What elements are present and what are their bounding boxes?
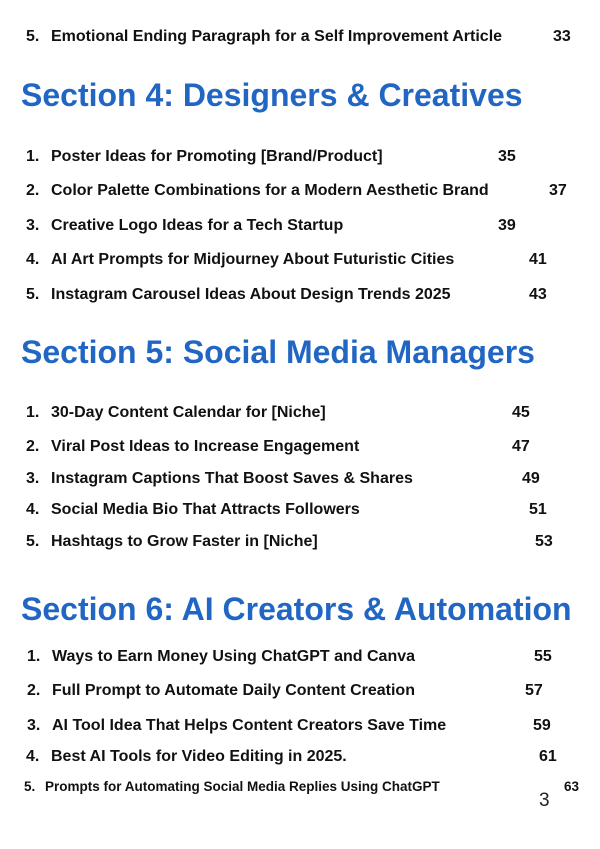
toc-entry-number: 1. (26, 404, 40, 421)
toc-entry-title: AI Art Prompts for Midjourney About Futuristic Cities (51, 251, 455, 268)
toc-entry[interactable] (0, 285, 600, 305)
toc-entry[interactable] (0, 747, 600, 767)
toc-entry-title: AI Tool Idea That Helps Content Creators Save Time (52, 717, 447, 734)
toc-entry[interactable] (0, 27, 600, 47)
toc-entry-page: 45 (512, 404, 530, 421)
toc-entry[interactable] (0, 532, 600, 552)
toc-entry-page: 59 (533, 717, 551, 734)
toc-entry-page: 49 (522, 470, 540, 487)
toc-entry-page: 47 (512, 438, 530, 455)
toc-entry-title: Hashtags to Grow Faster in [Niche] (51, 533, 318, 550)
section-heading: Section 4: Designers & Creatives (21, 77, 523, 113)
toc-entry-page: 63 (564, 779, 580, 794)
toc-entry[interactable] (0, 500, 600, 520)
toc-entry-number: 2. (27, 682, 41, 699)
toc-entry-page: 41 (529, 251, 547, 268)
toc-entry-title: 30-Day Content Calendar for [Niche] (51, 404, 326, 421)
toc-entry-title: Viral Post Ideas to Increase Engagement (51, 438, 360, 455)
toc-entry-number: 3. (26, 217, 40, 234)
toc-entry[interactable] (0, 437, 600, 457)
toc-entry-number: 5. (26, 533, 40, 550)
toc-entry-number: 5. (24, 779, 36, 794)
toc-entry-number: 1. (26, 148, 40, 165)
page-number: 3 (539, 790, 550, 811)
toc-entry[interactable] (0, 250, 600, 270)
toc-entry-page: 53 (535, 533, 553, 550)
toc-entry-title: Ways to Earn Money Using ChatGPT and Canva (52, 648, 416, 665)
toc-entry-title: Best AI Tools for Video Editing in 2025. (51, 748, 347, 765)
toc-entry[interactable] (0, 647, 600, 667)
toc-entry-page: 55 (534, 648, 552, 665)
toc-entry[interactable] (0, 716, 600, 736)
toc-entry-page: 35 (498, 148, 516, 165)
toc-entry-title: Poster Ideas for Promoting [Brand/Product] (51, 148, 383, 165)
toc-entry-title: Full Prompt to Automate Daily Content Creation (52, 682, 415, 699)
toc-entry[interactable] (0, 469, 600, 489)
toc-entry-page: 33 (553, 28, 571, 45)
toc-entry-title: Color Palette Combinations for a Modern Aesthetic Brand (51, 182, 489, 199)
toc-entry-number: 4. (26, 251, 40, 268)
toc-entry-number: 3. (26, 470, 40, 487)
toc-entry-title: Prompts for Automating Social Media Replies Using ChatGPT (45, 779, 440, 794)
toc-entry-page: 51 (529, 501, 547, 518)
toc-entry-title: Creative Logo Ideas for a Tech Startup (51, 217, 344, 234)
toc-entry-number: 4. (26, 501, 40, 518)
toc-entry-number: 4. (26, 748, 40, 765)
toc-entry-page: 37 (549, 182, 567, 199)
toc-entry-number: 1. (27, 648, 41, 665)
toc-entry-number: 2. (26, 182, 40, 199)
section-heading: Section 6: AI Creators & Automation (21, 591, 572, 627)
toc-entry[interactable] (0, 147, 600, 167)
toc-entry[interactable] (0, 681, 600, 701)
toc-entry-number: 5. (26, 28, 40, 45)
toc-entry-number: 3. (27, 717, 41, 734)
toc-entry[interactable] (0, 181, 600, 201)
toc-entry-number: 2. (26, 438, 40, 455)
toc-entry[interactable] (0, 216, 600, 236)
toc-entry-page: 43 (529, 286, 547, 303)
toc-entry-title: Social Media Bio That Attracts Followers (51, 501, 360, 518)
toc-entry-title: Instagram Carousel Ideas About Design Trends 2025 (51, 286, 451, 303)
toc-entry-number: 5. (26, 286, 40, 303)
toc-entry-page: 57 (525, 682, 543, 699)
toc-entry-page: 61 (539, 748, 557, 765)
toc-entry[interactable] (0, 777, 600, 797)
toc-entry-title: Instagram Captions That Boost Saves & Shares (51, 470, 413, 487)
toc-entry-page: 39 (498, 217, 516, 234)
section-heading: Section 5: Social Media Managers (21, 334, 535, 370)
toc-entry-title: Emotional Ending Paragraph for a Self Improvement Article (51, 28, 503, 45)
toc-entry[interactable] (0, 403, 600, 423)
